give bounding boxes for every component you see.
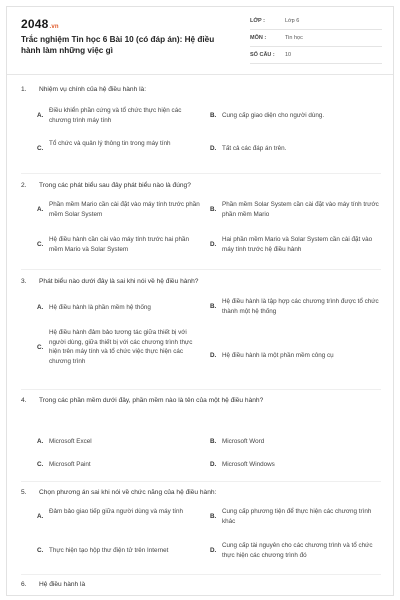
question-divider (21, 574, 381, 575)
option-letter: C. (37, 547, 44, 554)
worksheet-meta (250, 16, 382, 67)
question-number: 4. (21, 397, 27, 404)
option-letter: D. (210, 241, 217, 248)
meta-key: MÔN : (250, 35, 267, 41)
meta-value: Tin học (285, 35, 303, 41)
question-number: 5. (21, 489, 27, 496)
header-divider (7, 74, 393, 75)
question-text: Hệ điều hành là (39, 581, 86, 588)
option-letter: A. (37, 112, 44, 119)
option-text: Cung cấp tài nguyên cho các chương trình và tổ chức thực hiện các chương trình đó (222, 542, 373, 559)
option-letter: C. (37, 461, 44, 468)
worksheet-header (7, 7, 393, 73)
option-text: Điều khiển phần cứng và tổ chức thực hiện các chương trình máy tính (49, 107, 182, 124)
worksheet-page (6, 6, 394, 596)
option-text: Phần mềm Solar System cần cài đặt vào máy tính trước phần mềm Mario (222, 201, 379, 218)
question-divider (21, 389, 381, 390)
option-text: Microsoft Paint (49, 461, 91, 468)
site-logo[interactable] (21, 17, 59, 31)
option-letter: B. (210, 112, 217, 119)
option-letter: C. (37, 344, 44, 351)
option-text: Đảm bảo giao tiếp giữa người dùng và máy tính (49, 508, 184, 515)
question-number: 1. (21, 86, 27, 93)
option-text: Cung cấp phương tiện để thực hiện các chương trình khác (222, 508, 372, 525)
option-letter: B. (210, 303, 217, 310)
question-text: Trong các phần mềm dưới đây, phần mềm nào là tên của một hệ điều hành? (39, 397, 264, 404)
question-divider (21, 481, 381, 482)
option-text: Microsoft Windows (222, 461, 275, 468)
option-text: Hệ điều hành là một phần mềm công cụ (222, 352, 334, 359)
question-number: 2. (21, 182, 27, 189)
option-text: Hệ điều hành là tập hợp các chương trình được tổ chức thành một hệ thống (222, 298, 379, 315)
question-text: Nhiệm vụ chính của hệ điều hành là: (39, 86, 147, 93)
option-text: Phần mềm Mario cần cài đặt vào máy tính trước phần mềm Solar System (49, 201, 200, 218)
question-text: Phát biểu nào dưới đây là sai khi nói về hệ điều hành? (39, 278, 199, 285)
option-letter: A. (37, 304, 44, 311)
option-letter: A. (37, 206, 44, 213)
question-divider (21, 173, 381, 174)
worksheet-title: Trắc nghiệm Tin học 6 Bài 10 (có đáp án): Hệ điều hành làm những việc gì (21, 35, 215, 55)
option-text: Microsoft Excel (49, 438, 92, 445)
option-letter: A. (37, 513, 44, 520)
option-text: Hệ điều hành là phần mềm hệ thống (49, 304, 151, 311)
question-text: Trong các phát biểu sau đây phát biểu nào là đúng? (39, 182, 191, 189)
option-text: Hệ điều hành đảm bảo tương tác giữa thiết bị với người dùng, giữa thiết bị với các chương trình thực hiện trên máy tính và tổ chức việc thực hiện các chương trình (49, 329, 193, 365)
option-letter: D. (210, 461, 217, 468)
option-text: Tổ chức và quản lý thông tin trong máy tính (49, 140, 171, 147)
meta-value: Lớp 6 (285, 18, 300, 24)
meta-row-count (250, 50, 382, 64)
option-letter: C. (37, 145, 44, 152)
option-letter: B. (210, 438, 217, 445)
option-letter: D. (210, 352, 217, 359)
option-letter: A. (37, 438, 44, 445)
question-number: 3. (21, 278, 27, 285)
question-text: Chọn phương án sai khi nói về chức năng của hệ điều hành: (39, 489, 217, 496)
question-divider (21, 269, 381, 270)
option-text: Microsoft Word (222, 438, 265, 445)
option-text: Hai phần mềm Mario và Solar System cần cài đặt vào máy tính trước hệ điều hành (222, 236, 373, 253)
option-text: Hệ điều hành cần cài vào máy tính trước hai phần mềm Mario và Solar System (49, 236, 189, 253)
option-text: Cung cấp giao diện cho người dùng. (222, 112, 325, 119)
logo-suffix: .vn (49, 24, 59, 30)
option-letter: D. (210, 145, 217, 152)
meta-row-class (250, 16, 382, 30)
option-text: Thực hiện tạo hộp thư điện tử trên Internet (49, 547, 169, 554)
option-letter: B. (210, 513, 217, 520)
option-letter: C. (37, 241, 44, 248)
meta-key: SỐ CÂU : (250, 52, 275, 58)
meta-row-subject (250, 33, 382, 47)
question-number: 6. (21, 581, 27, 588)
option-text: Tất cả các đáp án trên. (222, 145, 287, 152)
option-letter: B. (210, 206, 217, 213)
meta-key: LỚP : (250, 18, 265, 24)
logo-main: 2048 (21, 17, 49, 31)
meta-value: 10 (285, 52, 292, 58)
option-letter: D. (210, 547, 217, 554)
